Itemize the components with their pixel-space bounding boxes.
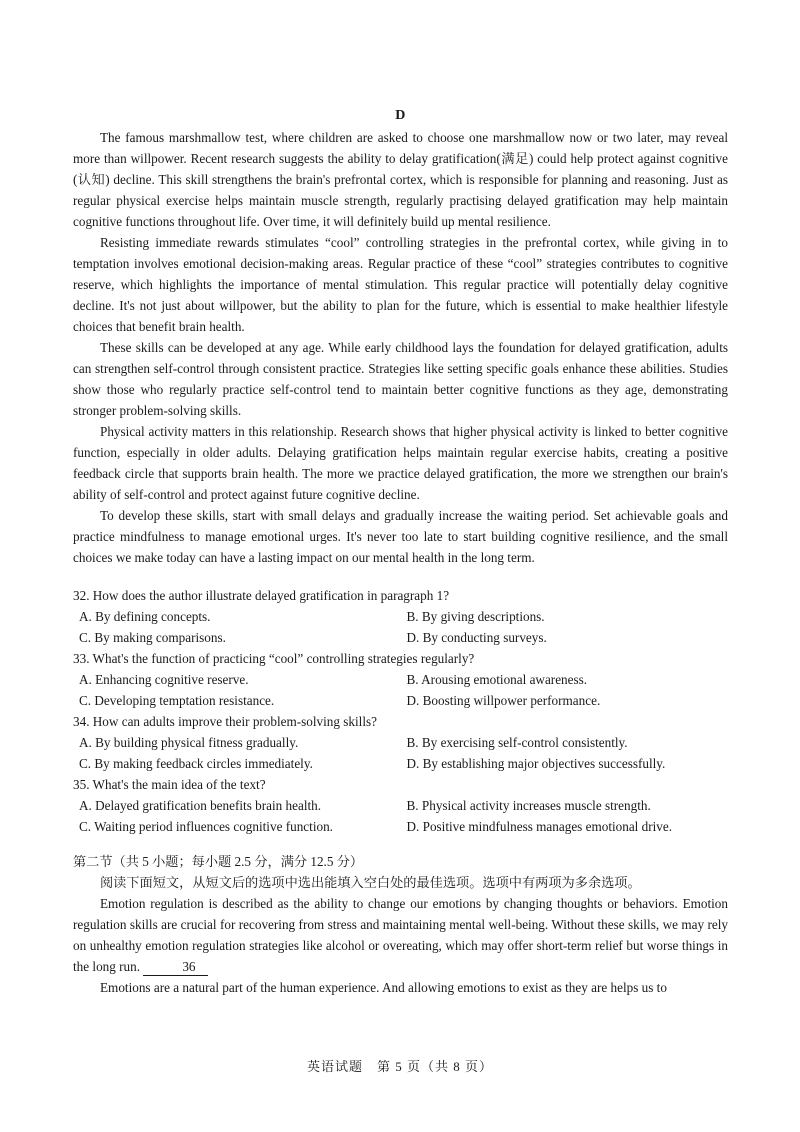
exam-page: [73, 108, 728, 998]
question-33: [73, 648, 728, 711]
passage-body: [73, 127, 728, 568]
section-two-instruction: 阅读下面短文，从短文后的选项中选出能填入空白处的最佳选项。选项中有两项为多余选项。: [100, 875, 641, 890]
option-grid: [73, 795, 728, 837]
option-b: B. Physical activity increases muscle strength.: [406, 798, 651, 813]
passage-label: D: [395, 108, 406, 123]
option-d: D. Boosting willpower performance.: [406, 693, 601, 708]
passage-paragraph-2: Resisting immediate rewards stimulates “cool” controlling strategies in the prefrontal cortex, while giving in to temptation involves emotional decision-making areas. Regular practice of these “cool” strategies contributes to cognitive reserve, which highlights the importance of mental stimulation. This regular practice will potentially delay cognitive decline. It's not just about willpower, but the ability to plan for the future, which is essential to make healthier lifestyle choices that benefit brain health.: [73, 235, 728, 334]
question-stem: 35. What's the main idea of the text?: [73, 777, 266, 792]
section-two-heading: 第二节（共 5 小题；每小题 2.5 分，满分 12.5 分）: [73, 854, 364, 869]
answer-blank-36[interactable]: 36: [143, 959, 207, 976]
option-b: B. Arousing emotional awareness.: [406, 672, 588, 687]
question-35: [73, 774, 728, 837]
cloze-paragraph-2: Emotions are a natural part of the human experience. And allowing emotions to exist as they are helps us to: [100, 980, 667, 995]
question-34: [73, 711, 728, 774]
option-c: C. Developing temptation resistance.: [79, 693, 275, 708]
option-d: D. By establishing major objectives successfully.: [406, 756, 666, 771]
passage-paragraph-1: The famous marshmallow test, where children are asked to choose one marshmallow now or two later, may reveal more than willpower. Recent research suggests the ability to delay gratification(满足) could help protect against cognitive (认知) decline. This skill strengthens the brain's prefrontal cortex, which is responsible for planning and reasoning. Just as regular physical exercise helps maintain muscle strength, regularly practising delayed gratification may help maintain cognitive functions throughout life. Over time, it will definitely build up mental resilience.: [73, 130, 728, 229]
option-c: C. By making feedback circles immediately.: [79, 756, 313, 771]
cloze-paragraph-1: [73, 893, 728, 977]
option-grid: [73, 669, 728, 711]
cloze-paragraph-1-text: Emotion regulation is described as the ability to change our emotions by changing thoughts or behaviors. Emotion regulation skills are crucial for recovering from stress and maintaining mental well-being. Without these skills, we may rely on unhealthy emotion regulation strategies like alcohol or overeating, which may offer short-term relief but worse things in the long run.: [73, 896, 728, 974]
option-d: D. By conducting surveys.: [406, 630, 547, 645]
page-footer: 英语试题 第 5 页（共 8 页）: [306, 1059, 493, 1074]
question-32: [73, 585, 728, 648]
option-a: A. By building physical fitness gradually.: [79, 735, 299, 750]
option-c: C. Waiting period influences cognitive function.: [79, 819, 333, 834]
passage-paragraph-4: Physical activity matters in this relationship. Research shows that higher physical activity is linked to better cognitive function, especially in older adults. Delaying gratification helps maintain regular exercise habits, creating a positive feedback circle that supports brain health. The more we practice delayed gratification, the more we strengthen our brain's ability of self-control and protect against future cognitive decline.: [73, 424, 728, 502]
option-a: A. Delayed gratification benefits brain health.: [79, 798, 322, 813]
option-b: B. By exercising self-control consistently.: [406, 735, 628, 750]
option-grid: [73, 732, 728, 774]
option-a: A. Enhancing cognitive reserve.: [79, 672, 249, 687]
passage-paragraph-5: To develop these skills, start with small delays and gradually increase the waiting period. Set achievable goals and practice mindfulness to manage emotional urges. It's never too late to start building cognitive resilience, and the small choices we make today can have a lasting impact on our mental health in the long term.: [73, 508, 728, 565]
question-stem: 34. How can adults improve their problem-solving skills?: [73, 714, 377, 729]
question-list: [73, 585, 728, 837]
option-c: C. By making comparisons.: [79, 630, 226, 645]
section-two: [73, 851, 728, 998]
option-grid: [73, 606, 728, 648]
passage-paragraph-3: These skills can be developed at any age. While early childhood lays the foundation for delayed gratification, adults can strengthen self-control through consistent practice. Strategies like setting specific goals enhance these abilities. Studies show those who regularly practice self-control tend to maintain better cognitive functions as they age, demonstrating stronger problem-solving skills.: [73, 340, 728, 418]
option-b: B. By giving descriptions.: [406, 609, 545, 624]
question-stem: 32. How does the author illustrate delayed gratification in paragraph 1?: [73, 588, 450, 603]
option-a: A. By defining concepts.: [79, 609, 211, 624]
option-d: D. Positive mindfulness manages emotional drive.: [406, 819, 673, 834]
question-stem: 33. What's the function of practicing “cool” controlling strategies regularly?: [73, 651, 475, 666]
